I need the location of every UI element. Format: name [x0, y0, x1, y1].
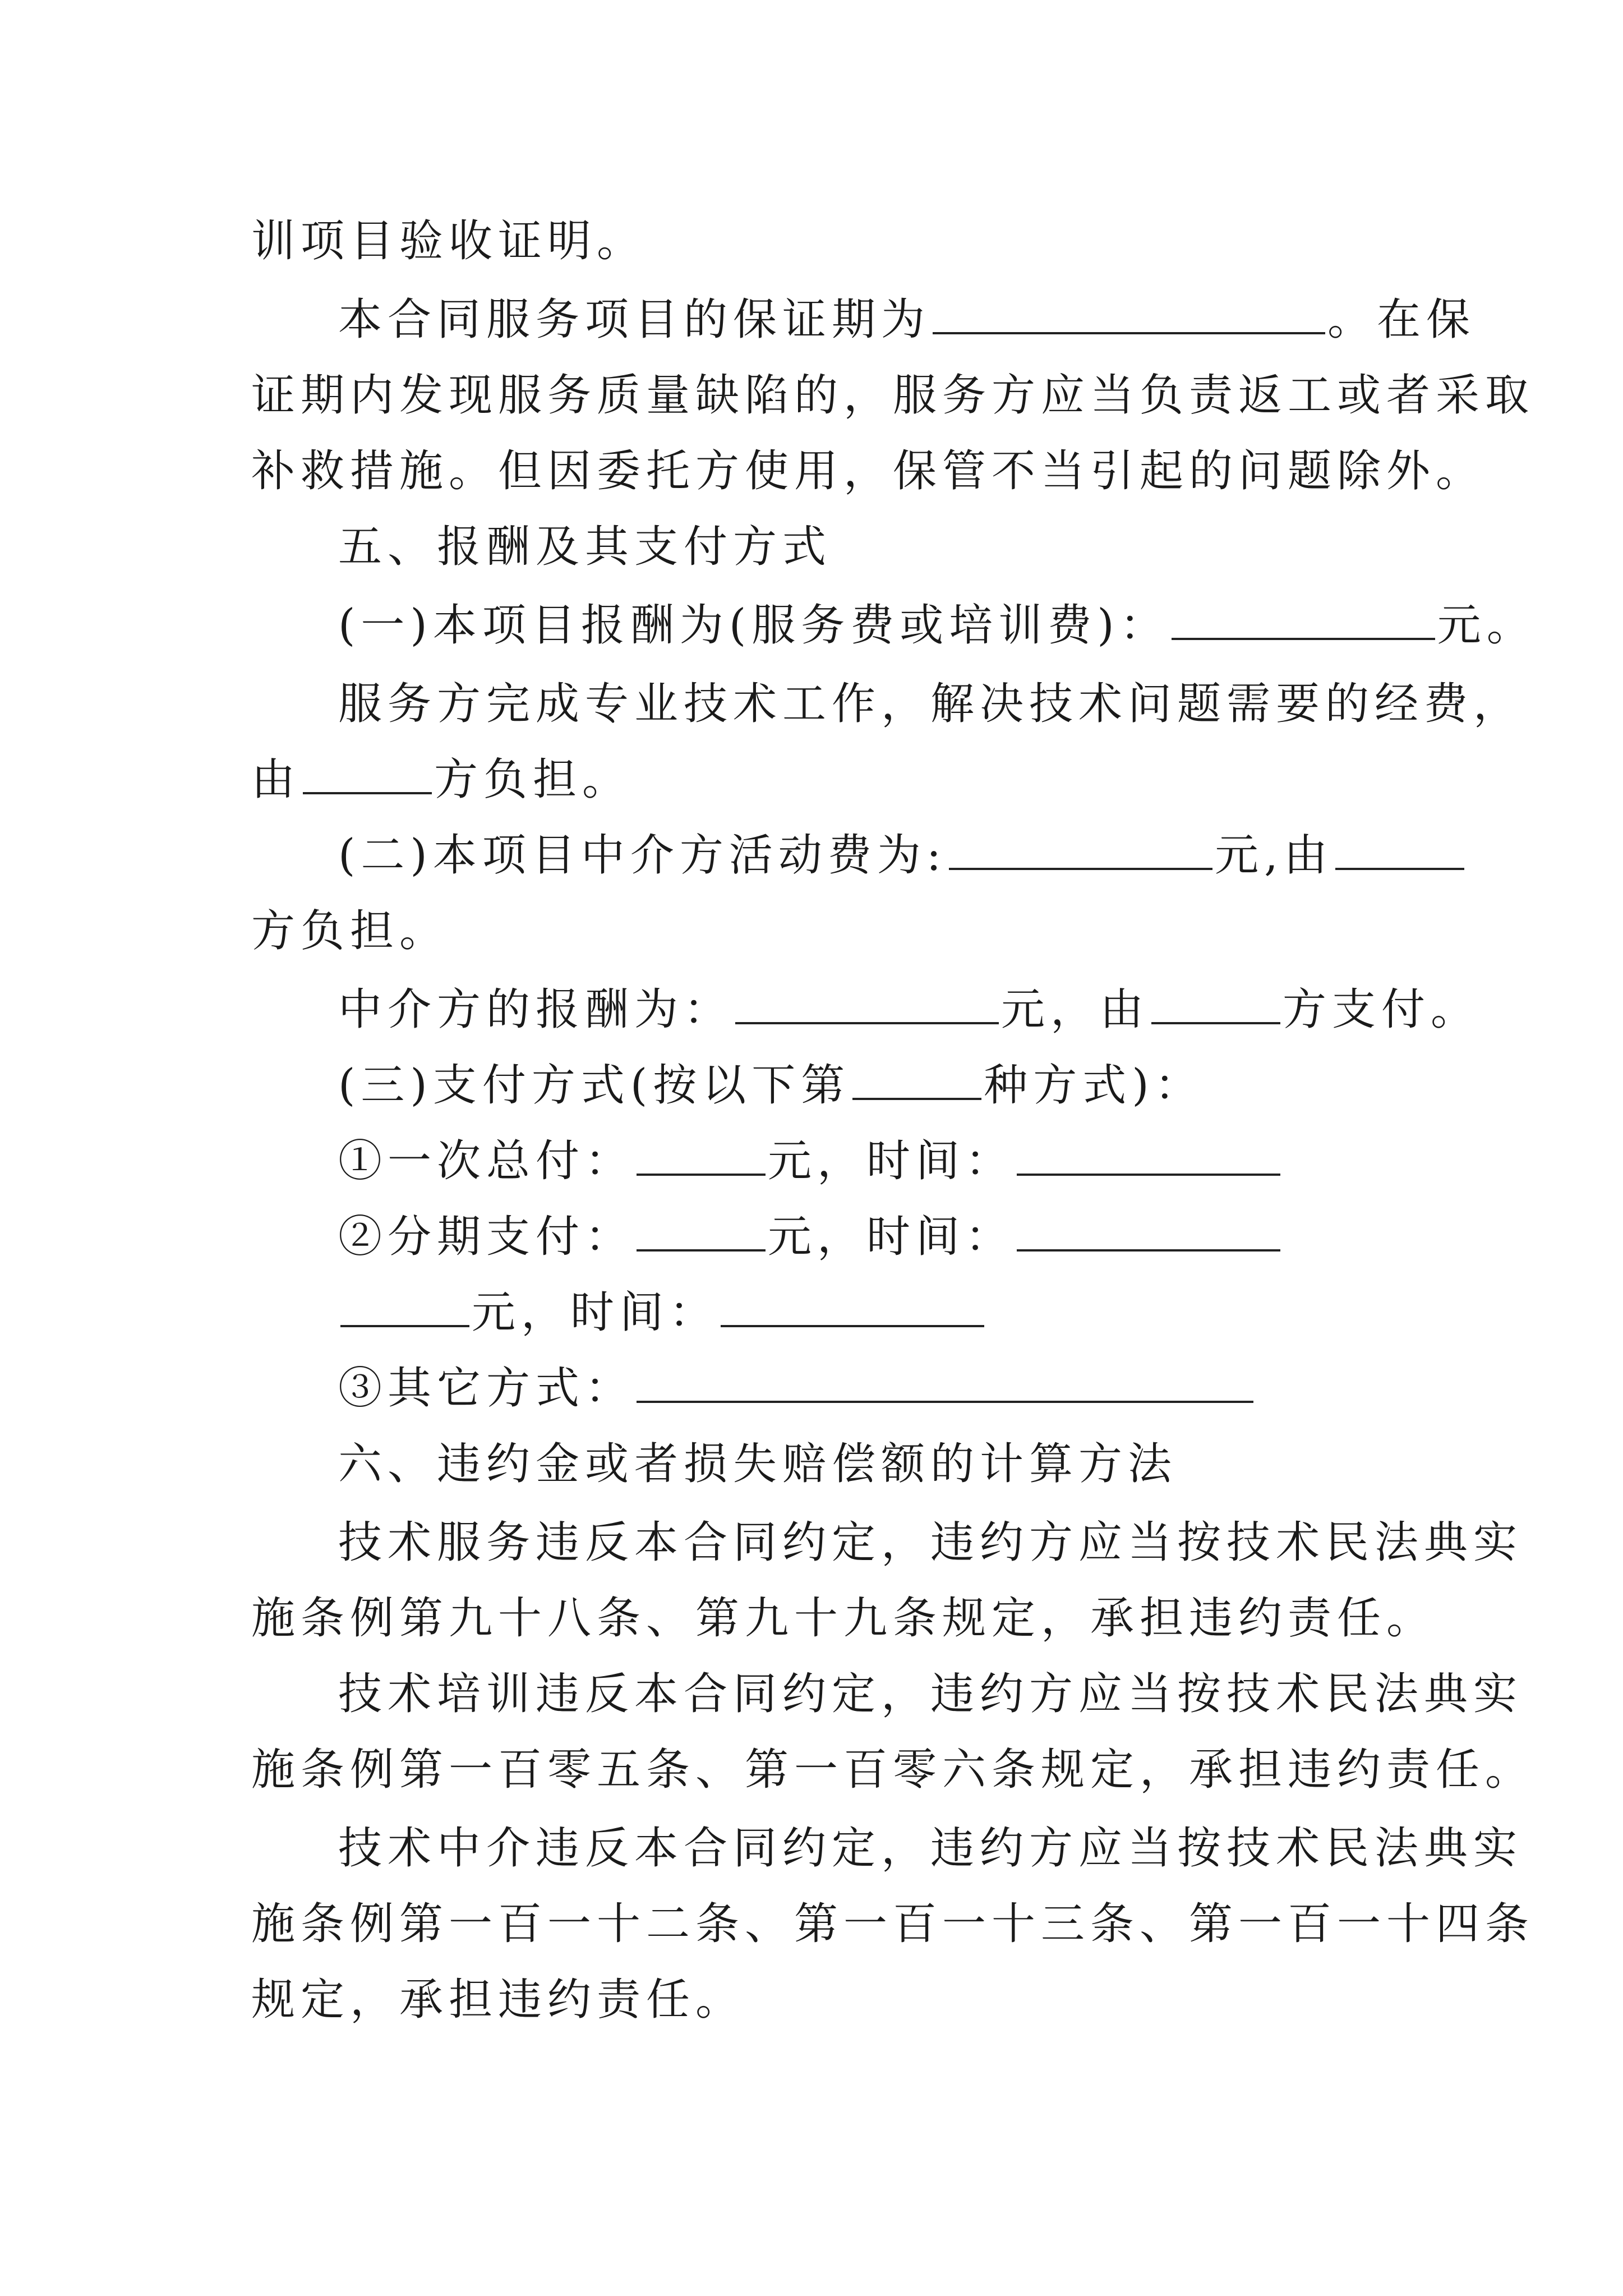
text-line: [251, 1890, 1534, 1958]
installment2-time-blank[interactable]: [721, 1286, 984, 1327]
text: 技术服务违反本合同约定，违约方应当按技术民法典实: [338, 1517, 1523, 1568]
lump-sum-time-blank[interactable]: [1017, 1134, 1280, 1176]
installment2-amount-blank[interactable]: [340, 1286, 469, 1327]
text: (三)支付方式(按以下第: [338, 1060, 851, 1111]
text: 补救措施。但因委托方使用，保管不当引起的问题除外。: [251, 446, 1486, 496]
text: 规定，承担违约责任。: [251, 1975, 745, 2025]
intermediary-fee-blank[interactable]: [949, 829, 1212, 870]
text: 五、报酬及其支付方式: [338, 522, 832, 572]
text: 元,由: [1215, 830, 1333, 881]
section-heading: [338, 513, 832, 581]
installment-time-blank[interactable]: [1017, 1210, 1280, 1251]
intermediary-fee-party-blank[interactable]: [1335, 829, 1464, 870]
text: 服务方完成专业技术工作，解决技术问题需要的经费，: [338, 679, 1523, 729]
text: 方负担。: [434, 754, 632, 805]
intermediary-pay-blank[interactable]: [735, 983, 999, 1024]
section-heading: [338, 1430, 1177, 1498]
text-line: [338, 1203, 1283, 1271]
text: ②分期支付：: [338, 1212, 635, 1262]
text-line: [338, 592, 1536, 659]
remuneration-blank[interactable]: [1172, 599, 1435, 640]
text: 种方式)：: [984, 1060, 1204, 1111]
text-line: [338, 1052, 1204, 1119]
installment-amount-blank[interactable]: [637, 1210, 766, 1251]
text-line: [251, 746, 631, 813]
warranty-period-blank[interactable]: [933, 293, 1325, 334]
text-line: [338, 286, 1476, 353]
text: 由: [251, 754, 301, 805]
text-line: [338, 1128, 1283, 1195]
payment-method-number-blank[interactable]: [852, 1059, 981, 1100]
text: 。在保: [1327, 295, 1476, 345]
text: 技术中介违反本合同约定，违约方应当按技术民法典实: [338, 1823, 1523, 1874]
other-method-blank[interactable]: [637, 1361, 1253, 1403]
text: 元，由: [1001, 984, 1150, 1035]
text: (一)本项目报酬为(服务费或培训费)：: [338, 600, 1169, 651]
text: 中介方的报酬为：: [338, 984, 734, 1035]
text-line: [338, 1355, 1256, 1422]
text-line: [338, 670, 1523, 738]
text: (二)本项目中介方活动费为:: [338, 830, 947, 881]
text-line: [251, 208, 646, 275]
text: 元，时间：: [472, 1287, 719, 1338]
text-line: [338, 1660, 1523, 1728]
text-line: [338, 1815, 1523, 1882]
text-line: [251, 1736, 1534, 1803]
text: 证期内发现服务质量缺陷的，服务方应当负责返工或者采取: [251, 370, 1535, 421]
text: 元，时间：: [768, 1136, 1015, 1186]
text: 技术培训违反本合同约定，违约方应当按技术民法典实: [338, 1669, 1523, 1719]
text-line: [338, 976, 1480, 1043]
text-line: [251, 1966, 745, 2033]
text-line: [338, 1509, 1523, 1576]
cost-party-blank[interactable]: [303, 753, 432, 794]
text: 方负担。: [251, 906, 449, 956]
lump-sum-amount-blank[interactable]: [637, 1134, 766, 1176]
text: 六、违约金或者损失赔偿额的计算方法: [338, 1439, 1178, 1489]
text-line: [251, 438, 1485, 505]
text: 本合同服务项目的保证期为: [338, 295, 931, 345]
text: ③其它方式：: [338, 1363, 635, 1414]
text: 施条例第九十八条、第九十九条规定，承担违约责任。: [251, 1593, 1436, 1644]
text-line: [251, 1585, 1436, 1652]
text: 施条例第一百零五条、第一百零六条规定，承担违约责任。: [251, 1745, 1535, 1795]
text-line: [251, 362, 1534, 429]
intermediary-pay-party-blank[interactable]: [1151, 983, 1280, 1024]
text: 元，时间：: [768, 1212, 1015, 1262]
text: 元。: [1437, 600, 1536, 651]
text: ①一次总付：: [338, 1136, 635, 1186]
text-line: [338, 822, 1467, 889]
text: 训项目验收证明。: [251, 216, 647, 266]
text-line: [338, 1279, 986, 1346]
text-line: [251, 898, 449, 965]
text: 方支付。: [1283, 984, 1481, 1035]
text: 施条例第一百一十二条、第一百一十三条、第一百一十四条: [251, 1899, 1535, 1949]
